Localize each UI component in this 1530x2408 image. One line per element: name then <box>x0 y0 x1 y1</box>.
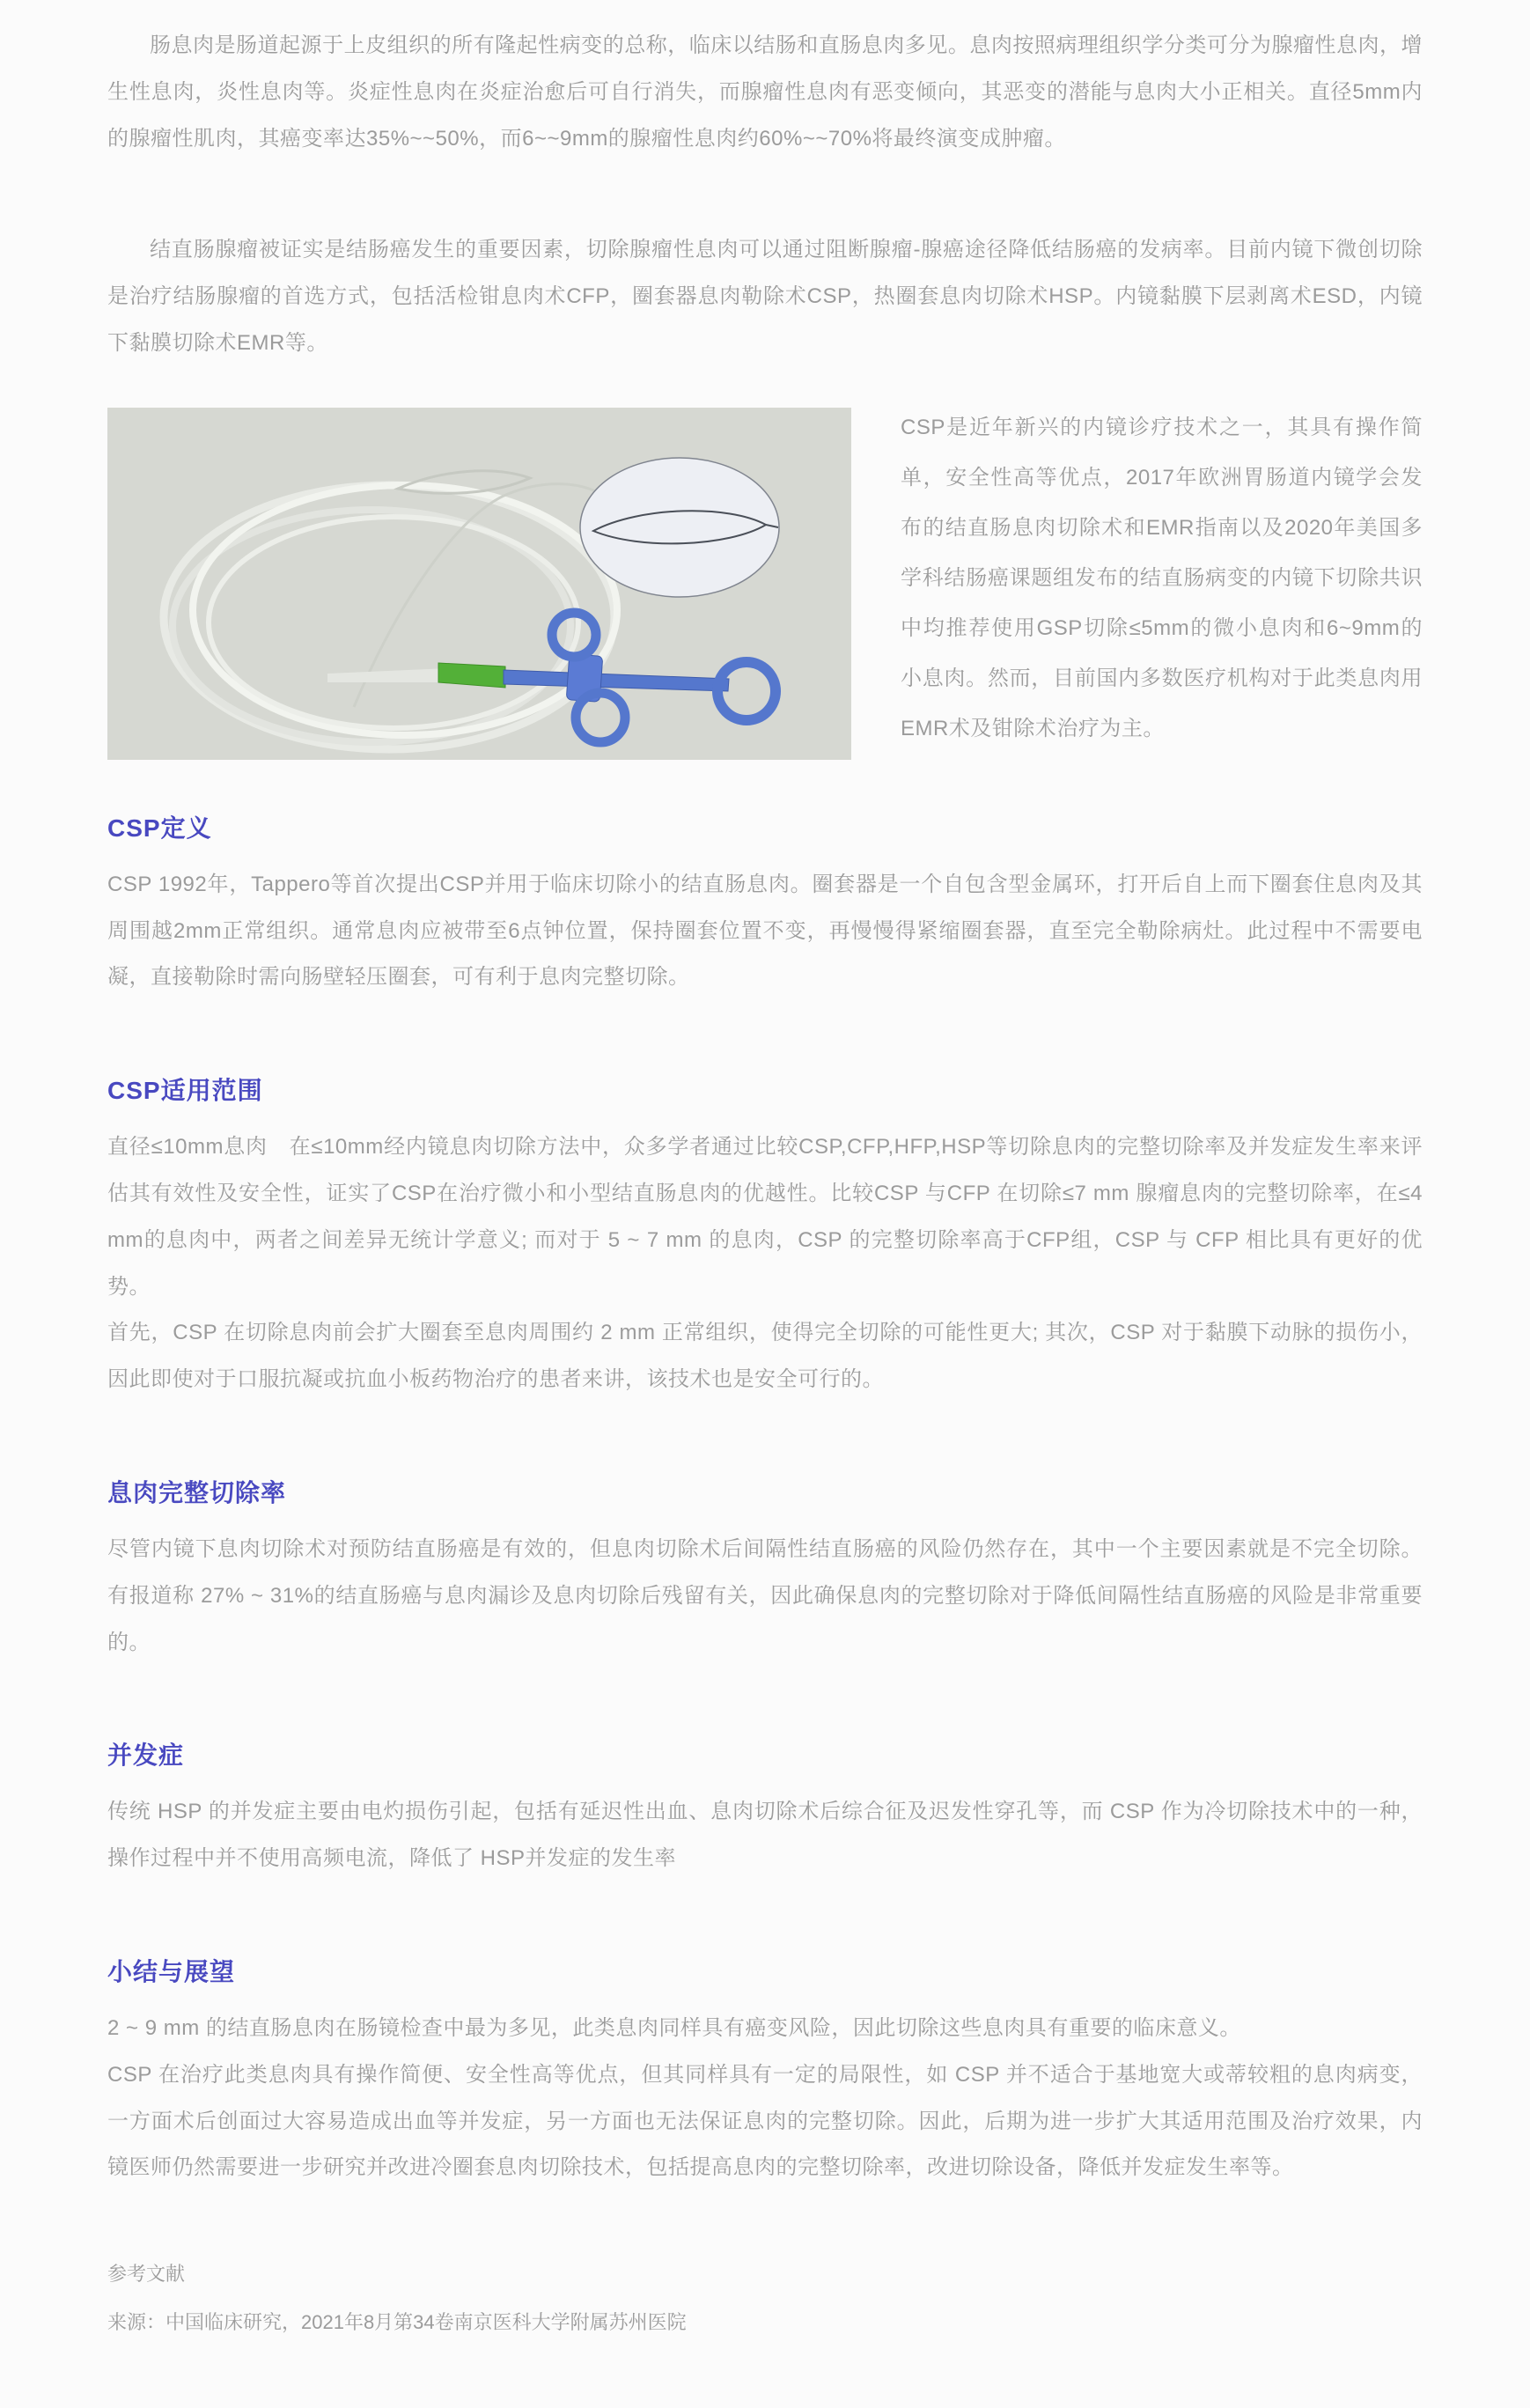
section-paragraph: 直径≤10mm息肉 在≤10mm经内镜息肉切除方法中，众多学者通过比较CSP,CFP,HFP,HSP等切除息肉的完整切除率及并发症发生率来评估其有效性及安全性，证实了CSP在治疗微小和小型结直肠息肉的优越性。比较CSP 与CFP 在切除≤7 mm 腺瘤息肉的完整切除率，在≤4 mm的息肉中，两者之间差异无统计学意义; 而对于 5 ~ 7 mm 的息肉，CSP 的完整切除率高于CFP组，CSP 与 CFP 相比具有更好的优势。 <box>107 1135 1423 1299</box>
snare-device-illustration <box>107 408 851 760</box>
section-paragraph: 尽管内镜下息肉切除术对预防结直肠癌是有效的，但息肉切除术后间隔性结直肠癌的风险仍然存在，其中一个主要因素就是不完全切除。有报道称 27% ~ 31%的结直肠癌与息肉漏诊及息肉切除后残留有关，因此确保息肉的完整切除对于降低间隔性结直肠癌的风险是非常重要的。 <box>107 1536 1423 1654</box>
section-title-complete-resection-rate: 息肉完整切除率 <box>107 1478 287 1506</box>
snare-device-photo <box>107 408 851 760</box>
section-complications <box>107 1736 1423 1882</box>
snare-loop-inset <box>580 458 779 597</box>
section-summary-outlook <box>107 1953 1423 2191</box>
section-complete-resection-rate <box>107 1474 1423 1666</box>
section-paragraph: 传统 HSP 的并发症主要由电灼损伤引起，包括有延迟性出血、息肉切除术后综合征及迟发性穿孔等，而 CSP 作为冷切除技术中的一种，操作过程中并不使用高频电流，降低了 HSP并发症的发生率 <box>107 1800 1423 1871</box>
section-title-complications: 并发症 <box>107 1742 185 1770</box>
footer <box>107 2250 1423 2346</box>
section-paragraph: 首先，CSP 在切除息肉前会扩大圈套至息肉周围约 2 mm 正常组织，使得完全切除的可能性更大; 其次，CSP 对于黏膜下动脉的损伤小，因此即使对于口服抗凝或抗血小板药物治疗的患者来讲，该技术也是安全可行的。 <box>107 1321 1423 1392</box>
section-paragraph: CSP 在治疗此类息肉具有操作简便、安全性高等优点，但其同样具有一定的局限性，如 CSP 并不适合于基地宽大或蒂较粗的息肉病变，一方面术后创面过大容易造成出血等并发症，另一方面也无法保证息肉的完整切除。因此，后期为进一步扩大其适用范围及治疗效果，内镜医师仍然需要进一步研究并改进冷圈套息肉切除技术，包括提高息肉的完整切除率，改进切除设备，降低并发症发生率等。 <box>107 2062 1423 2180</box>
figure-row <box>107 408 1423 760</box>
intro-paragraph-1: 肠息肉是肠道起源于上皮组织的所有隆起性病变的总称，临床以结肠和直肠息肉多见。息肉按照病理组织学分类可分为腺瘤性息肉，增生性息肉，炎性息肉等。炎症性息肉在炎症治愈后可自行消失，而腺瘤性息肉有恶变倾向，其恶变的潜能与息肉大小正相关。直径5mm内的腺瘤性肌肉，其癌变率达35%~~50%，而6~~9mm的腺瘤性息肉约60%~~70%将最终演变成肿瘤。 <box>107 33 1423 151</box>
intro-paragraph-2: 结直肠腺瘤被证实是结肠癌发生的重要因素，切除腺瘤性息肉可以通过阻断腺瘤-腺癌途径降低结肠癌的发病率。目前内镜下微创切除是治疗结肠腺瘤的首选方式，包括活检钳息肉术CFP，圈套器息肉勒除术CSP，热圈套息肉切除术HSP。内镜黏膜下层剥离术ESD，内镜下黏膜切除术EMR等。 <box>107 238 1423 355</box>
section-title-csp-definition: CSP定义 <box>107 814 212 842</box>
section-csp-definition <box>107 809 1423 1001</box>
section-csp-scope <box>107 1071 1423 1403</box>
section-paragraph: 2 ~ 9 mm 的结直肠息肉在肠镜检查中最为多见，此类息肉同样具有癌变风险，因此切除这些息肉具有重要的临床意义。 <box>107 2015 1241 2040</box>
references-label: 参考文献 <box>107 2263 186 2286</box>
section-title-summary-outlook: 小结与展望 <box>107 1957 236 1985</box>
section-title-csp-scope: CSP适用范围 <box>107 1077 263 1105</box>
section-paragraph: CSP 1992年，Tappero等首次提出CSP并用于临床切除小的结直肠息肉。圈套器是一个自包含型金属环，打开后自上而下圈套住息肉及其周围越2mm正常组织。通常息肉应被带至6点钟位置，保持圈套位置不变，再慢慢得紧缩圈套器，直至完全勒除病灶。此过程中不需要电凝，直接勒除时需向肠壁轻压圈套，可有利于息肉完整切除。 <box>107 872 1423 990</box>
figure-side-text: CSP是近年新兴的内镜诊疗技术之一，其具有操作简单，安全性高等优点，2017年欧洲胃肠道内镜学会发布的结直肠息肉切除术和EMR指南以及2020年美国多学科结肠癌课题组发布的结直肠病变的内镜下切除共识中均推荐使用GSP切除≤5mm的微小息肉和6~9mm的小息肉。然而，目前国内多数医疗机构对于此类息肉用EMR术及钳除术治疗为主。 <box>901 415 1423 741</box>
source-line: 来源：中国临床研究，2021年8月第34卷南京医科大学附属苏州医院 <box>107 2311 687 2334</box>
